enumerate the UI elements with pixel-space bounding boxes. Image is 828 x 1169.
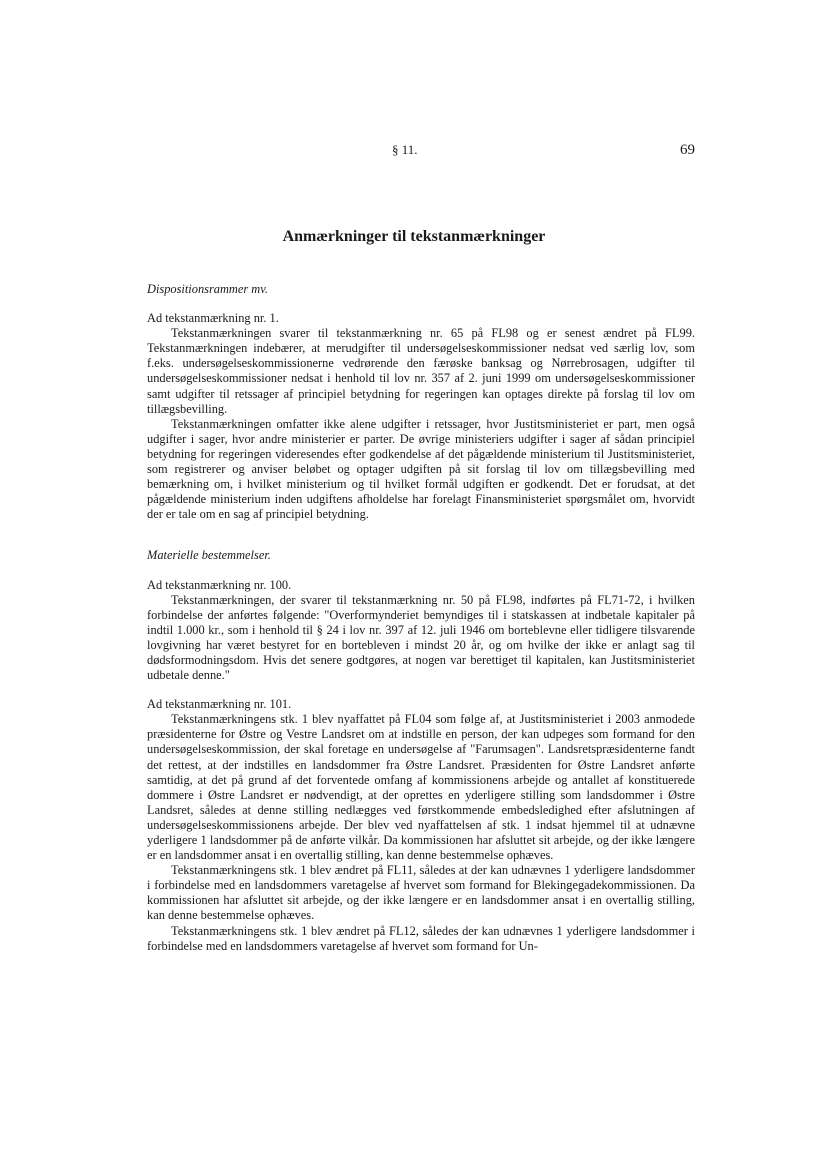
paragraph: Tekstanmærkningen, der svarer til tekstanmærkning nr. 50 på FL98, indførtes på FL71-72, i hvilken forbindelse der anførtes følgende: "Overformynderiet bemyndiges til i statskassen at indbetale kapitaler på indtil 1.000 kr., som i henhold til § 24 i lov nr. 397 af 12. juli 1946 om borteblevne eller tidligere tilsvarende lovgivning har været bestyret for en bortebleven i mindst 20 år, og om hvilke der ikke er anlagt sag til dødsformodningsdom. Hvis det senere godtgøres, at nogen var berettiget til kapitalen, kan Justitsministeriet udbetale denne.": [147, 592, 695, 683]
section-heading: Materielle bestemmelser.: [147, 548, 271, 563]
paragraph: Tekstanmærkningen omfatter ikke alene udgifter i retssager, hvor Justitsministeriet er part, men også udgifter i sager, hvor andre ministerier er parter. De øvrige ministeriers udgifter i sager af sådan principiel betydning for regeringen videresendes efter godkendelse af det pågældende ministerium til Justitsministeriet, som registrerer og anviser beløbet og optager udgiften på sit forslag til lov om tillægsbevilling med bemærkning om, i hvilket ministerium og til hvilket formål udgiften er godkendt. Det er forudsat, at det pågældende ministerium inden udgiftens afholdelse har forelagt Finansministeriet spørgsmålet om, hvorvidt der er tale om en sag af principiel betydning.: [147, 416, 695, 522]
paragraph: Tekstanmærkningens stk. 1 blev ændret på FL11, således at der kan udnævnes 1 yderligere landsdommer i forbindelse med en landsdommers varetagelse af hvervet som formand for Blekingegadekommissionen. Da kommissionen har afsluttet sit arbejde, og der ikke længere er en landsdommer ansat i en overtallig stilling, kan denne bestemmelse ophæves.: [147, 863, 695, 923]
document-body: [147, 282, 695, 954]
paragraph: Tekstanmærkningen svarer til tekstanmærkning nr. 65 på FL98 og er senest ændret på FL99. Tekstanmærkningen indebærer, at merudgifter til undersøgelseskommissioner nedsat ved særlig lov, som f.eks. undersøgelseskommissionerne vedrørende den færøske banksag og Nørrebrosagen, udgifter til undersøgelseskommissioner nedsat i henhold til lov nr. 357 af 2. juni 1999 om undersøgelseskommissioner samt udgifter til retssager af principiel betydning for regeringen kan optages direkte på forslag til lov om tillægsbevilling.: [147, 326, 695, 416]
note-label: Ad tekstanmærkning nr. 1.: [147, 311, 279, 326]
section-heading: Dispositionsrammer mv.: [147, 282, 268, 296]
page-title: Anmærkninger til tekstanmærkninger: [282, 228, 546, 245]
note-label: Ad tekstanmærkning nr. 101.: [147, 697, 292, 712]
section-number: § 11.: [392, 142, 418, 157]
paragraph: Tekstanmærkningens stk. 1 blev ændret på FL12, således der kan udnævnes 1 yderligere landsdommer i forbindelse med en landsdommers varetagelse af hvervet som formand for Un-: [147, 923, 695, 953]
paragraph: Tekstanmærkningens stk. 1 blev nyaffattet på FL04 som følge af, at Justitsministeriet i 2003 anmodede præsidenterne for Østre og Vestre Landsret om at indstille en person, der kan udpeges som formand for den undersøgelseskommission, der skal foretage en undersøgelse af "Farumsagen". Landsretspræsidenterne fandt det rettest, at der indstilles en landsdommer fra Østre Landsret. Præsidenten for Østre Landsret anførte samtidig, at det på grund af det forventede omfang af kommissionens arbejde og antallet af konstituerede dommere i Østre Landsret er nødvendigt, at der oprettes en yderligere stilling som landsdommer i Østre Landsret, således at denne stilling nedlægges ved førstkommende embedsledighed efter afslutningen af undersøgelseskommissionens arbejde. Der blev ved nyaffattelsen af stk. 1 indsat hjemmel til at udnævne yderligere 1 landsdommer på de anførte vilkår. Da kommissionen har afsluttet sit arbejde, og der ikke længere er en landsdommer ansat i en overtallig stilling, kan denne bestemmelse ophæves.: [147, 712, 695, 863]
page-number: 69: [680, 142, 695, 158]
note-label: Ad tekstanmærkning nr. 100.: [147, 577, 292, 592]
